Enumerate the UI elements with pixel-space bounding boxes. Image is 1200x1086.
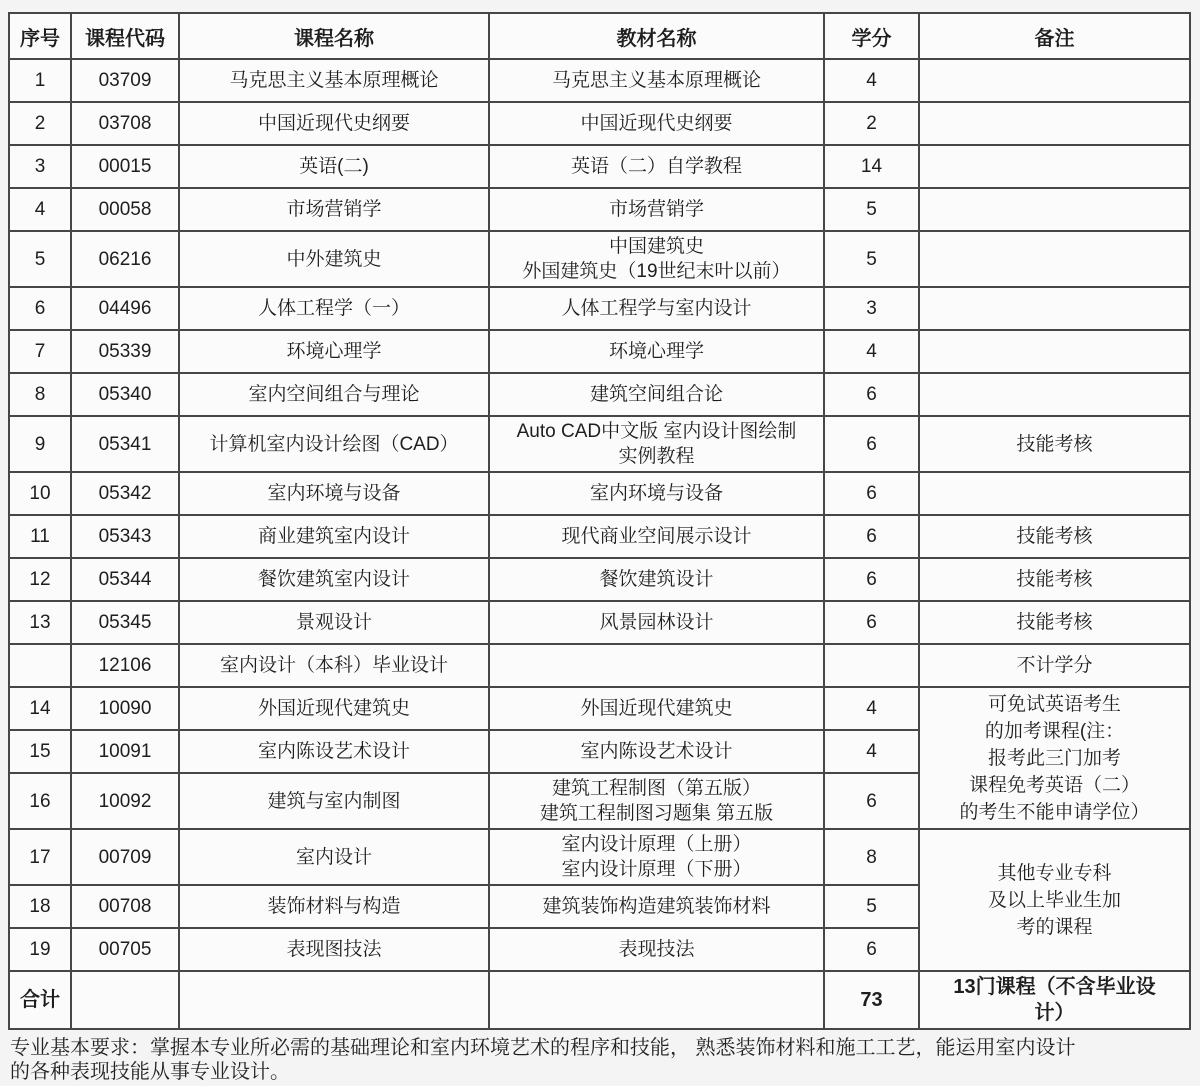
cell-credits: 5 <box>824 885 919 928</box>
cell-note <box>919 59 1190 102</box>
header-course-code: 课程代码 <box>71 13 179 59</box>
cell-note: 其他专业专科 及以上毕业生加 考的课程 <box>919 829 1190 971</box>
course-table <box>8 12 1191 1030</box>
cell-course-name: 中国近现代史纲要 <box>179 102 489 145</box>
cell-course-name: 环境心理学 <box>179 330 489 373</box>
cell-course-name: 市场营销学 <box>179 188 489 231</box>
cell-textbook-name: 风景园林设计 <box>489 601 824 644</box>
header-serial: 序号 <box>9 13 71 59</box>
cell-textbook-name: 马克思主义基本原理概论 <box>489 59 824 102</box>
cell-note <box>919 145 1190 188</box>
cell-note: 13门课程（不含毕业设 计） <box>919 971 1190 1029</box>
cell-note <box>919 287 1190 330</box>
cell-credits: 73 <box>824 971 919 1029</box>
cell-credits: 2 <box>824 102 919 145</box>
table-row <box>9 515 1190 558</box>
cell-course-name: 建筑与室内制图 <box>179 773 489 829</box>
cell-serial: 16 <box>9 773 71 829</box>
cell-course-code: 05343 <box>71 515 179 558</box>
table-header <box>9 13 1190 59</box>
cell-credits <box>824 644 919 687</box>
cell-course-code: 05341 <box>71 416 179 472</box>
cell-textbook-name <box>489 971 824 1029</box>
cell-credits: 6 <box>824 472 919 515</box>
cell-course-code: 06216 <box>71 231 179 287</box>
cell-course-name: 中外建筑史 <box>179 231 489 287</box>
cell-course-code: 00705 <box>71 928 179 971</box>
cell-textbook-name: 室内陈设艺术设计 <box>489 730 824 773</box>
cell-course-name: 室内陈设艺术设计 <box>179 730 489 773</box>
header-course-name: 课程名称 <box>179 13 489 59</box>
footer-note <box>10 1036 1190 1084</box>
cell-textbook-name: 餐饮建筑设计 <box>489 558 824 601</box>
footer-note-line: 专业基本要求：掌握本专业所必需的基础理论和室内环境艺术的程序和技能， 熟悉装饰材料和施工工艺，能运用室内设计 <box>10 1037 1076 1059</box>
cell-serial: 8 <box>9 373 71 416</box>
cell-credits: 6 <box>824 558 919 601</box>
cell-course-code: 00015 <box>71 145 179 188</box>
cell-note: 可免试英语考生 的加考课程(注： 报考此三门加考 课程免考英语（二） 的考生不能申请学位） <box>919 687 1190 829</box>
cell-course-name: 室内设计（本科）毕业设计 <box>179 644 489 687</box>
cell-serial: 2 <box>9 102 71 145</box>
cell-credits: 4 <box>824 687 919 730</box>
cell-course-name: 装饰材料与构造 <box>179 885 489 928</box>
cell-textbook-name: Auto CAD中文版 室内设计图绘制 实例教程 <box>489 416 824 472</box>
cell-course-code: 04496 <box>71 287 179 330</box>
table-row <box>9 145 1190 188</box>
cell-textbook-name: 表现技法 <box>489 928 824 971</box>
cell-course-name: 马克思主义基本原理概论 <box>179 59 489 102</box>
cell-course-name: 景观设计 <box>179 601 489 644</box>
cell-note <box>919 472 1190 515</box>
table-row <box>9 601 1190 644</box>
cell-textbook-name <box>489 644 824 687</box>
cell-note <box>919 102 1190 145</box>
cell-course-code: 05340 <box>71 373 179 416</box>
table-row <box>9 330 1190 373</box>
cell-course-name <box>179 971 489 1029</box>
cell-note <box>919 231 1190 287</box>
cell-credits: 6 <box>824 601 919 644</box>
cell-course-code: 05339 <box>71 330 179 373</box>
cell-serial: 15 <box>9 730 71 773</box>
cell-textbook-name: 英语（二）自学教程 <box>489 145 824 188</box>
cell-course-code: 00708 <box>71 885 179 928</box>
cell-textbook-name: 中国近现代史纲要 <box>489 102 824 145</box>
cell-note <box>919 330 1190 373</box>
cell-course-code: 00709 <box>71 829 179 885</box>
cell-credits: 6 <box>824 773 919 829</box>
cell-course-code: 10090 <box>71 687 179 730</box>
cell-credits: 8 <box>824 829 919 885</box>
cell-course-name: 室内环境与设备 <box>179 472 489 515</box>
cell-note: 技能考核 <box>919 416 1190 472</box>
cell-serial <box>9 644 71 687</box>
cell-course-name: 室内设计 <box>179 829 489 885</box>
cell-textbook-name: 建筑装饰构造建筑装饰材料 <box>489 885 824 928</box>
cell-credits: 5 <box>824 231 919 287</box>
cell-textbook-name: 现代商业空间展示设计 <box>489 515 824 558</box>
cell-course-code: 03709 <box>71 59 179 102</box>
cell-course-code <box>71 971 179 1029</box>
cell-note: 技能考核 <box>919 558 1190 601</box>
cell-serial: 5 <box>9 231 71 287</box>
cell-note <box>919 188 1190 231</box>
cell-course-name: 商业建筑室内设计 <box>179 515 489 558</box>
cell-serial: 10 <box>9 472 71 515</box>
cell-credits: 3 <box>824 287 919 330</box>
cell-serial: 11 <box>9 515 71 558</box>
cell-course-name: 室内空间组合与理论 <box>179 373 489 416</box>
cell-serial: 9 <box>9 416 71 472</box>
table-row <box>9 558 1190 601</box>
cell-textbook-name: 中国建筑史 外国建筑史（19世纪末叶以前） <box>489 231 824 287</box>
cell-serial: 6 <box>9 287 71 330</box>
footer-note-line: 的各种表现技能从事专业设计。 <box>10 1061 290 1083</box>
header-textbook-name: 教材名称 <box>489 13 824 59</box>
table-body <box>9 59 1190 1029</box>
table-row <box>9 971 1190 1029</box>
table-row <box>9 59 1190 102</box>
cell-note: 不计学分 <box>919 644 1190 687</box>
table-row <box>9 231 1190 287</box>
cell-note: 技能考核 <box>919 515 1190 558</box>
header-note: 备注 <box>919 13 1190 59</box>
cell-credits: 6 <box>824 416 919 472</box>
cell-textbook-name: 建筑工程制图（第五版） 建筑工程制图习题集 第五版 <box>489 773 824 829</box>
table-row <box>9 829 1190 885</box>
cell-note: 技能考核 <box>919 601 1190 644</box>
cell-course-name: 外国近现代建筑史 <box>179 687 489 730</box>
cell-serial: 19 <box>9 928 71 971</box>
header-credits: 学分 <box>824 13 919 59</box>
cell-serial: 1 <box>9 59 71 102</box>
cell-course-code: 03708 <box>71 102 179 145</box>
cell-textbook-name: 环境心理学 <box>489 330 824 373</box>
cell-serial: 4 <box>9 188 71 231</box>
cell-course-code: 12106 <box>71 644 179 687</box>
cell-course-name: 计算机室内设计绘图（CAD） <box>179 416 489 472</box>
cell-textbook-name: 市场营销学 <box>489 188 824 231</box>
cell-credits: 5 <box>824 188 919 231</box>
cell-course-code: 05342 <box>71 472 179 515</box>
cell-serial: 13 <box>9 601 71 644</box>
cell-serial: 18 <box>9 885 71 928</box>
cell-credits: 6 <box>824 928 919 971</box>
cell-textbook-name: 建筑空间组合论 <box>489 373 824 416</box>
cell-credits: 6 <box>824 373 919 416</box>
cell-textbook-name: 人体工程学与室内设计 <box>489 287 824 330</box>
cell-serial: 17 <box>9 829 71 885</box>
cell-textbook-name: 外国近现代建筑史 <box>489 687 824 730</box>
table-row <box>9 687 1190 730</box>
cell-course-code: 05345 <box>71 601 179 644</box>
cell-course-code: 00058 <box>71 188 179 231</box>
cell-credits: 14 <box>824 145 919 188</box>
table-row <box>9 472 1190 515</box>
cell-textbook-name: 室内环境与设备 <box>489 472 824 515</box>
cell-course-name: 表现图技法 <box>179 928 489 971</box>
cell-course-name: 餐饮建筑室内设计 <box>179 558 489 601</box>
cell-credits: 6 <box>824 515 919 558</box>
cell-course-name: 人体工程学（一） <box>179 287 489 330</box>
cell-serial: 7 <box>9 330 71 373</box>
cell-serial: 12 <box>9 558 71 601</box>
cell-textbook-name: 室内设计原理（上册） 室内设计原理（下册） <box>489 829 824 885</box>
table-row <box>9 373 1190 416</box>
cell-credits: 4 <box>824 59 919 102</box>
course-table-container <box>8 12 1189 1030</box>
table-row <box>9 102 1190 145</box>
table-row <box>9 188 1190 231</box>
cell-credits: 4 <box>824 330 919 373</box>
cell-course-name: 英语(二) <box>179 145 489 188</box>
cell-serial: 14 <box>9 687 71 730</box>
table-row <box>9 416 1190 472</box>
cell-course-code: 10091 <box>71 730 179 773</box>
table-row <box>9 287 1190 330</box>
cell-note <box>919 373 1190 416</box>
cell-course-code: 05344 <box>71 558 179 601</box>
cell-serial: 3 <box>9 145 71 188</box>
cell-credits: 4 <box>824 730 919 773</box>
cell-serial: 合计 <box>9 971 71 1029</box>
table-row <box>9 644 1190 687</box>
cell-course-code: 10092 <box>71 773 179 829</box>
header-row <box>9 13 1190 59</box>
